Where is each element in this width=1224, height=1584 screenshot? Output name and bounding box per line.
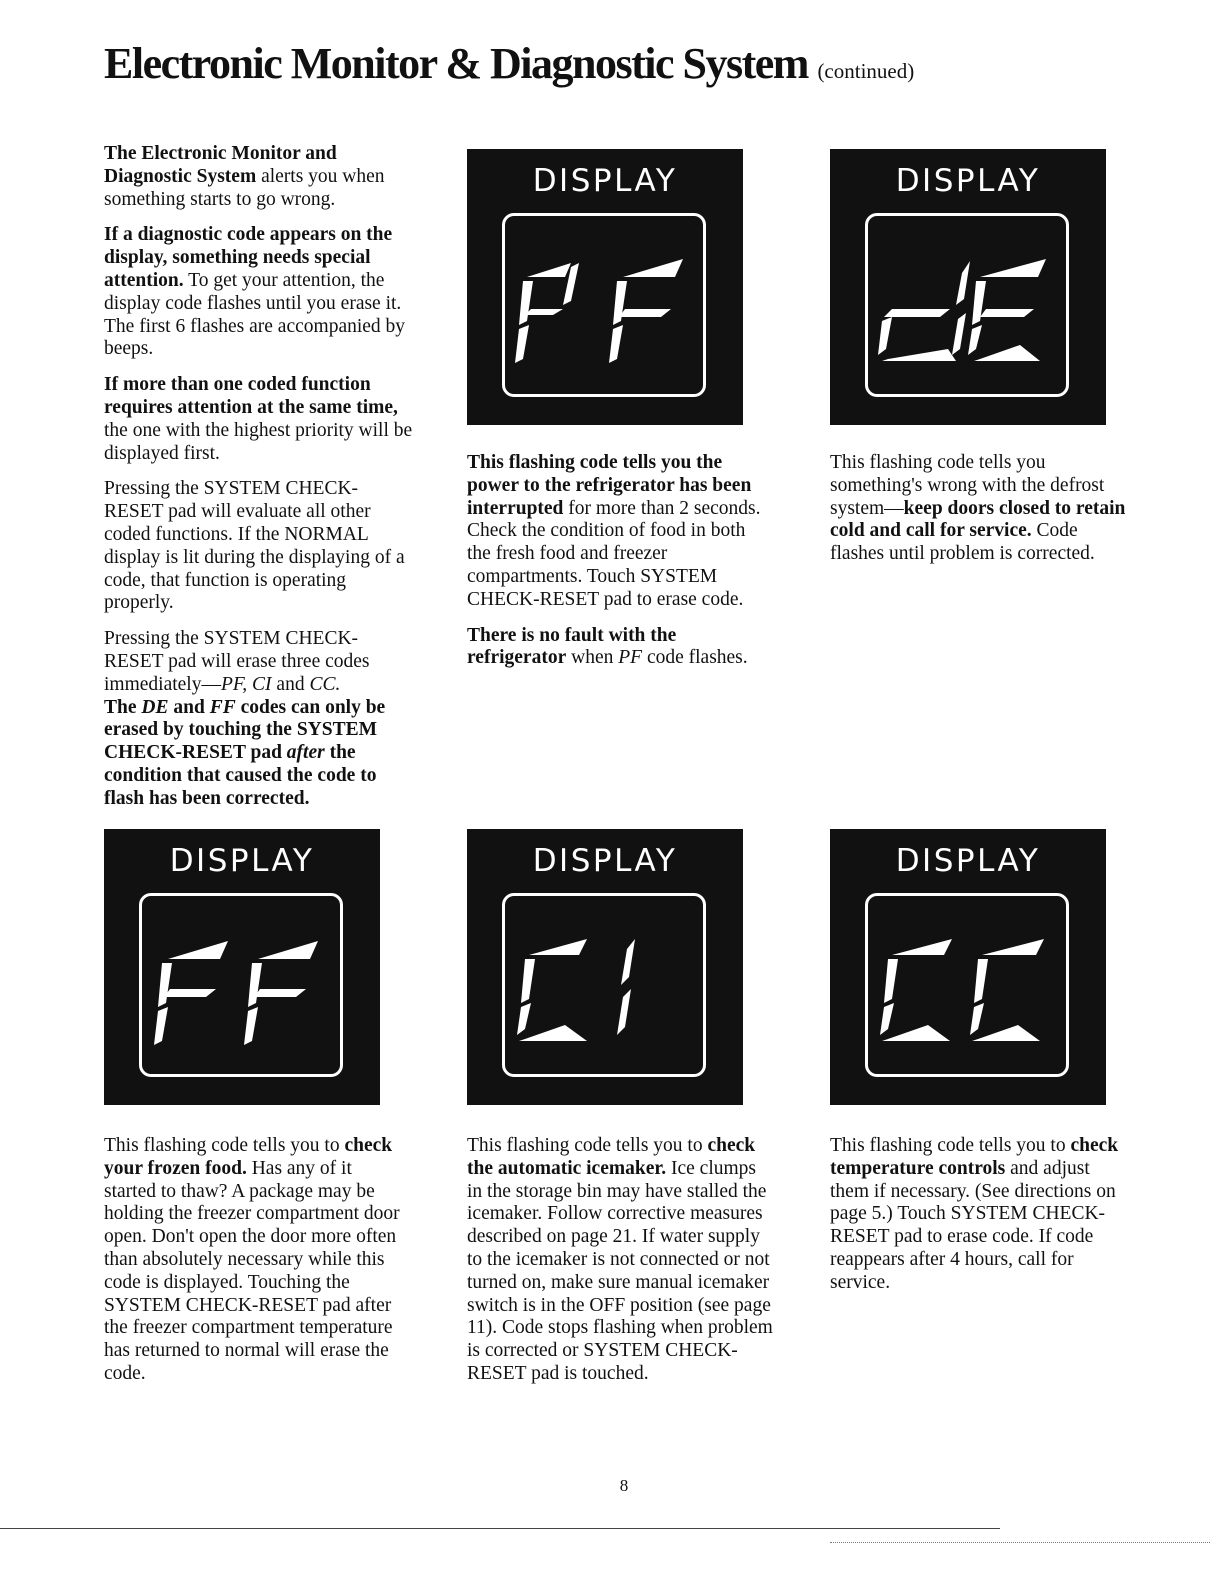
intro-paragraph-2: If a diagnostic code appears on the display, something needs special attention. To get your attention, the display code flashes until you erase it. The first 6 flashes are accompanied by beeps. bbox=[104, 224, 406, 360]
display-cc bbox=[830, 829, 1106, 1105]
description-cc bbox=[830, 1135, 1130, 1308]
title-text: Electronic Monitor & Diagnostic System bbox=[104, 39, 808, 88]
ff-paragraph: This flashing code tells you to check your frozen food. Has any of it started to thaw? A package may be holding the freezer compartment door open. Don't open the door more often than absolutely necessary while this code is displayed. Touching the SYSTEM CHECK-RESET pad after the freezer compartment temperature has returned to normal will erase the code. bbox=[104, 1135, 400, 1384]
segment-code-ff bbox=[104, 829, 380, 1105]
intro-paragraph-4: Pressing the SYSTEM CHECK-RESET pad will evaluate all other coded functions. If the NORMAL display is lit during the displaying of a code, that function is operating properly. bbox=[104, 478, 405, 614]
intro-column bbox=[104, 143, 416, 824]
title-suffix: (continued) bbox=[817, 59, 915, 83]
display-de bbox=[830, 149, 1106, 425]
cc-paragraph: This flashing code tells you to check temperature controls and adjust them if necessary. (See directions on page 5.) Touch SYSTEM CHECK-RESET pad to erase code. If code reappears after 4 hours, call for service. bbox=[830, 1135, 1119, 1293]
display-label: DISPLAY bbox=[895, 163, 1041, 199]
description-ff bbox=[104, 1135, 404, 1399]
de-paragraph: This flashing code tells you something's wrong with the defrost system—keep doors closed to retain cold and call for service. Code flashes until problem is corrected. bbox=[830, 452, 1126, 565]
segment-code-de bbox=[830, 149, 1106, 425]
intro-paragraph-5: Pressing the SYSTEM CHECK-RESET pad will erase three codes immediately—PF, CI and CC. bbox=[104, 628, 370, 695]
display-label: DISPLAY bbox=[169, 843, 315, 879]
display-ci bbox=[467, 829, 743, 1105]
intro-paragraph-3: If more than one coded function requires attention at the same time, the one with the highest priority will be displayed first. bbox=[104, 374, 413, 464]
footer-dotted-rule bbox=[830, 1542, 1210, 1543]
description-pf bbox=[467, 452, 767, 683]
display-label: DISPLAY bbox=[532, 163, 678, 199]
pf-paragraph-2: There is no fault with the refrigerator when PF code flashes. bbox=[467, 624, 748, 669]
intro-paragraph-6: The DE and FF codes can only be erased by touching the SYSTEM CHECK-RESET pad after the condition that caused the code to flash has been corrected. bbox=[104, 696, 386, 809]
intro-paragraph-1: The Electronic Monitor and Diagnostic System alerts you when something starts to go wrong. bbox=[104, 143, 385, 210]
segment-code-cc bbox=[830, 829, 1106, 1105]
page-number: 8 bbox=[619, 1476, 629, 1495]
segment-code-pf bbox=[467, 149, 743, 425]
display-pf bbox=[467, 149, 743, 425]
display-label: DISPLAY bbox=[895, 843, 1041, 879]
description-de bbox=[830, 452, 1130, 579]
display-label: DISPLAY bbox=[532, 843, 678, 879]
ci-paragraph: This flashing code tells you to check the automatic icemaker. Ice clumps in the storage bin may have stalled the icemaker. Follow corrective measures described on page 21. If water supply to the icemaker is not connected or not turned on, make sure manual icemaker switch is in the OFF position (see page 11). Code stops flashing when problem is corrected or SYSTEM CHECK-RESET pad is touched. bbox=[467, 1135, 773, 1384]
page-title bbox=[104, 38, 914, 89]
description-ci bbox=[467, 1135, 775, 1399]
pf-paragraph-1: This flashing code tells you the power to the refrigerator has been interrupted for more than 2 seconds. Check the condition of food in both the fresh food and freezer compartments. Touch SYSTEM CHECK-RESET pad to erase code. bbox=[467, 452, 761, 610]
display-ff bbox=[104, 829, 380, 1105]
segment-code-ci bbox=[467, 829, 743, 1105]
footer-rule bbox=[0, 1528, 1000, 1529]
